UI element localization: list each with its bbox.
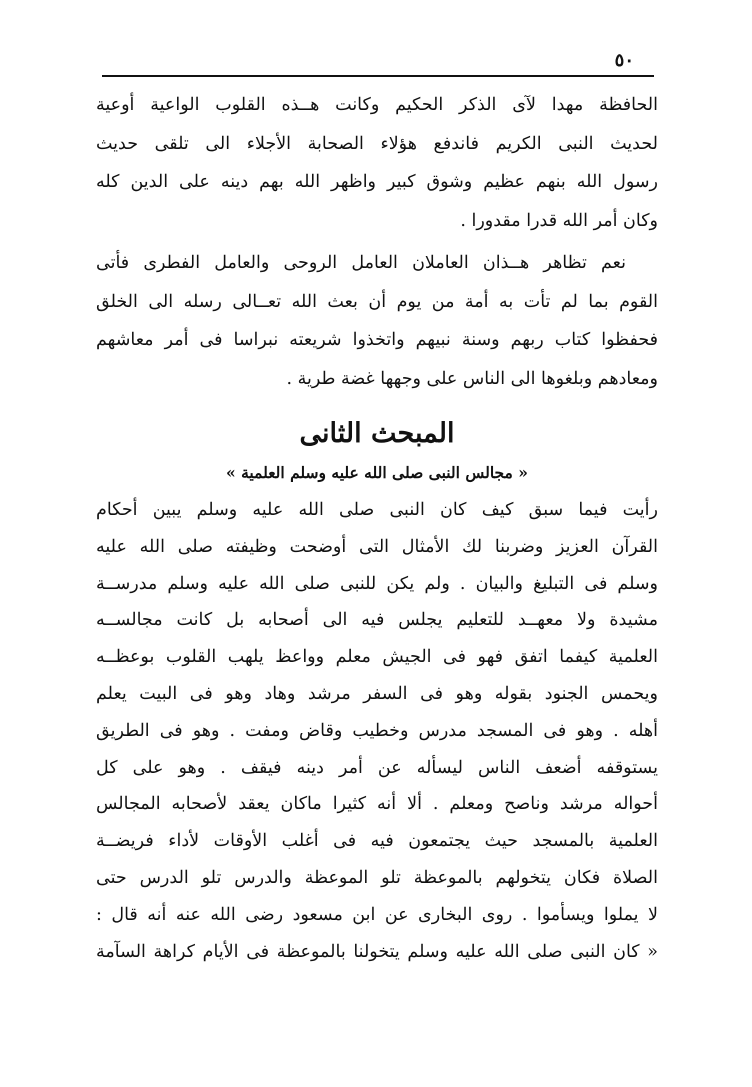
text-line: يستوقفه أضعف الناس ليسأله عن أمر دينه فيقف . وهو على كل xyxy=(96,757,658,778)
text-line: العلمية بالمسجد حيث يجتمعون فيه فى أغلب الأوقات لأداء فريضــة xyxy=(96,831,658,852)
paragraph-1 xyxy=(96,86,658,240)
section-subtitle: « مجالس النبى صلى الله عليه وسلم العلمية » xyxy=(226,463,528,482)
text-line: وسلم فى التبليغ والبيان . ولم يكن للنبى صلى الله عليه وسلم مدرســة xyxy=(96,573,658,594)
text-line: القوم بما لم تأت به أمة من يوم أن بعث الله تعــالى رسله الى الخلق xyxy=(96,291,658,312)
text-line: القرآن العزيز وضربنا لك الأمثال التى أوضحت وظيفته صلى الله عليه xyxy=(96,536,658,557)
page-number: ٥٠ xyxy=(614,50,634,71)
text-line: مشيدة ولا معهــد للتعليم يجلس فيه الى أصحابه بل كانت مجالســه xyxy=(96,610,658,631)
header-rule xyxy=(102,75,654,77)
text-line: رسول الله بنهم عظيم وشوق كبير واظهر الله بهم دينه على الدين كله xyxy=(96,172,658,192)
text-line: فحفظوا كتاب ربهم وسنة نبيهم واتخذوا شريعته نبراسا فى أمر معاشهم xyxy=(96,330,658,350)
paragraph-2 xyxy=(96,244,658,398)
page-content xyxy=(96,86,658,970)
text-line: لا يملوا ويسأموا . روى البخارى عن ابن مسعود رضى الله عنه أنه قال : xyxy=(96,904,658,925)
section-title: المبحث الثانى xyxy=(299,418,455,449)
text-line: « كان النبى صلى الله عليه وسلم يتخولنا بالموعظة فى الأيام كراهة السآمة xyxy=(96,941,658,962)
text-line: وكان أمر الله قدرا مقدورا . xyxy=(460,210,658,231)
text-line: أهله . وهو فى المسجد مدرس وخطيب وقاض ومفت . وهو فى الطريق xyxy=(96,720,658,741)
text-line: الصلاة فكان يتخولهم بالموعظة تلو الموعظة والدرس تلو الدرس حتى xyxy=(96,867,658,888)
text-line: ومعادهم وبلغوها الى الناس على وجهها غضة طرية . xyxy=(286,368,658,389)
text-line: ويحمس الجنود بقوله وهو فى السفر مرشد وهاد وهو فى البيت يعلم xyxy=(96,683,658,704)
text-line: نعم تظاهر هــذان العاملان العامل الروحى والعامل الفطرى فأتى xyxy=(96,253,626,273)
text-line: أحواله مرشد وناصح ومعلم . ألا أنه كثيرا ماكان يعقد لأصحابه المجالس xyxy=(96,794,658,815)
text-line: لحديث النبى الكريم فاندفع هؤلاء الصحابة الأجلاء الى تلقى حديث xyxy=(96,133,658,154)
paragraph-3 xyxy=(96,492,658,970)
text-line: العلمية كيفما اتفق فهو فى الجيش معلم وواعظ يلهب القلوب بوعظــه xyxy=(96,647,658,668)
text-line: رأيت فيما سبق كيف كان النبى صلى الله عليه وسلم يبين أحكام xyxy=(96,500,658,520)
text-line: الحافظة مهدا لآى الذكر الحكيم وكانت هــذه القلوب الواعية أوعية xyxy=(96,95,658,115)
